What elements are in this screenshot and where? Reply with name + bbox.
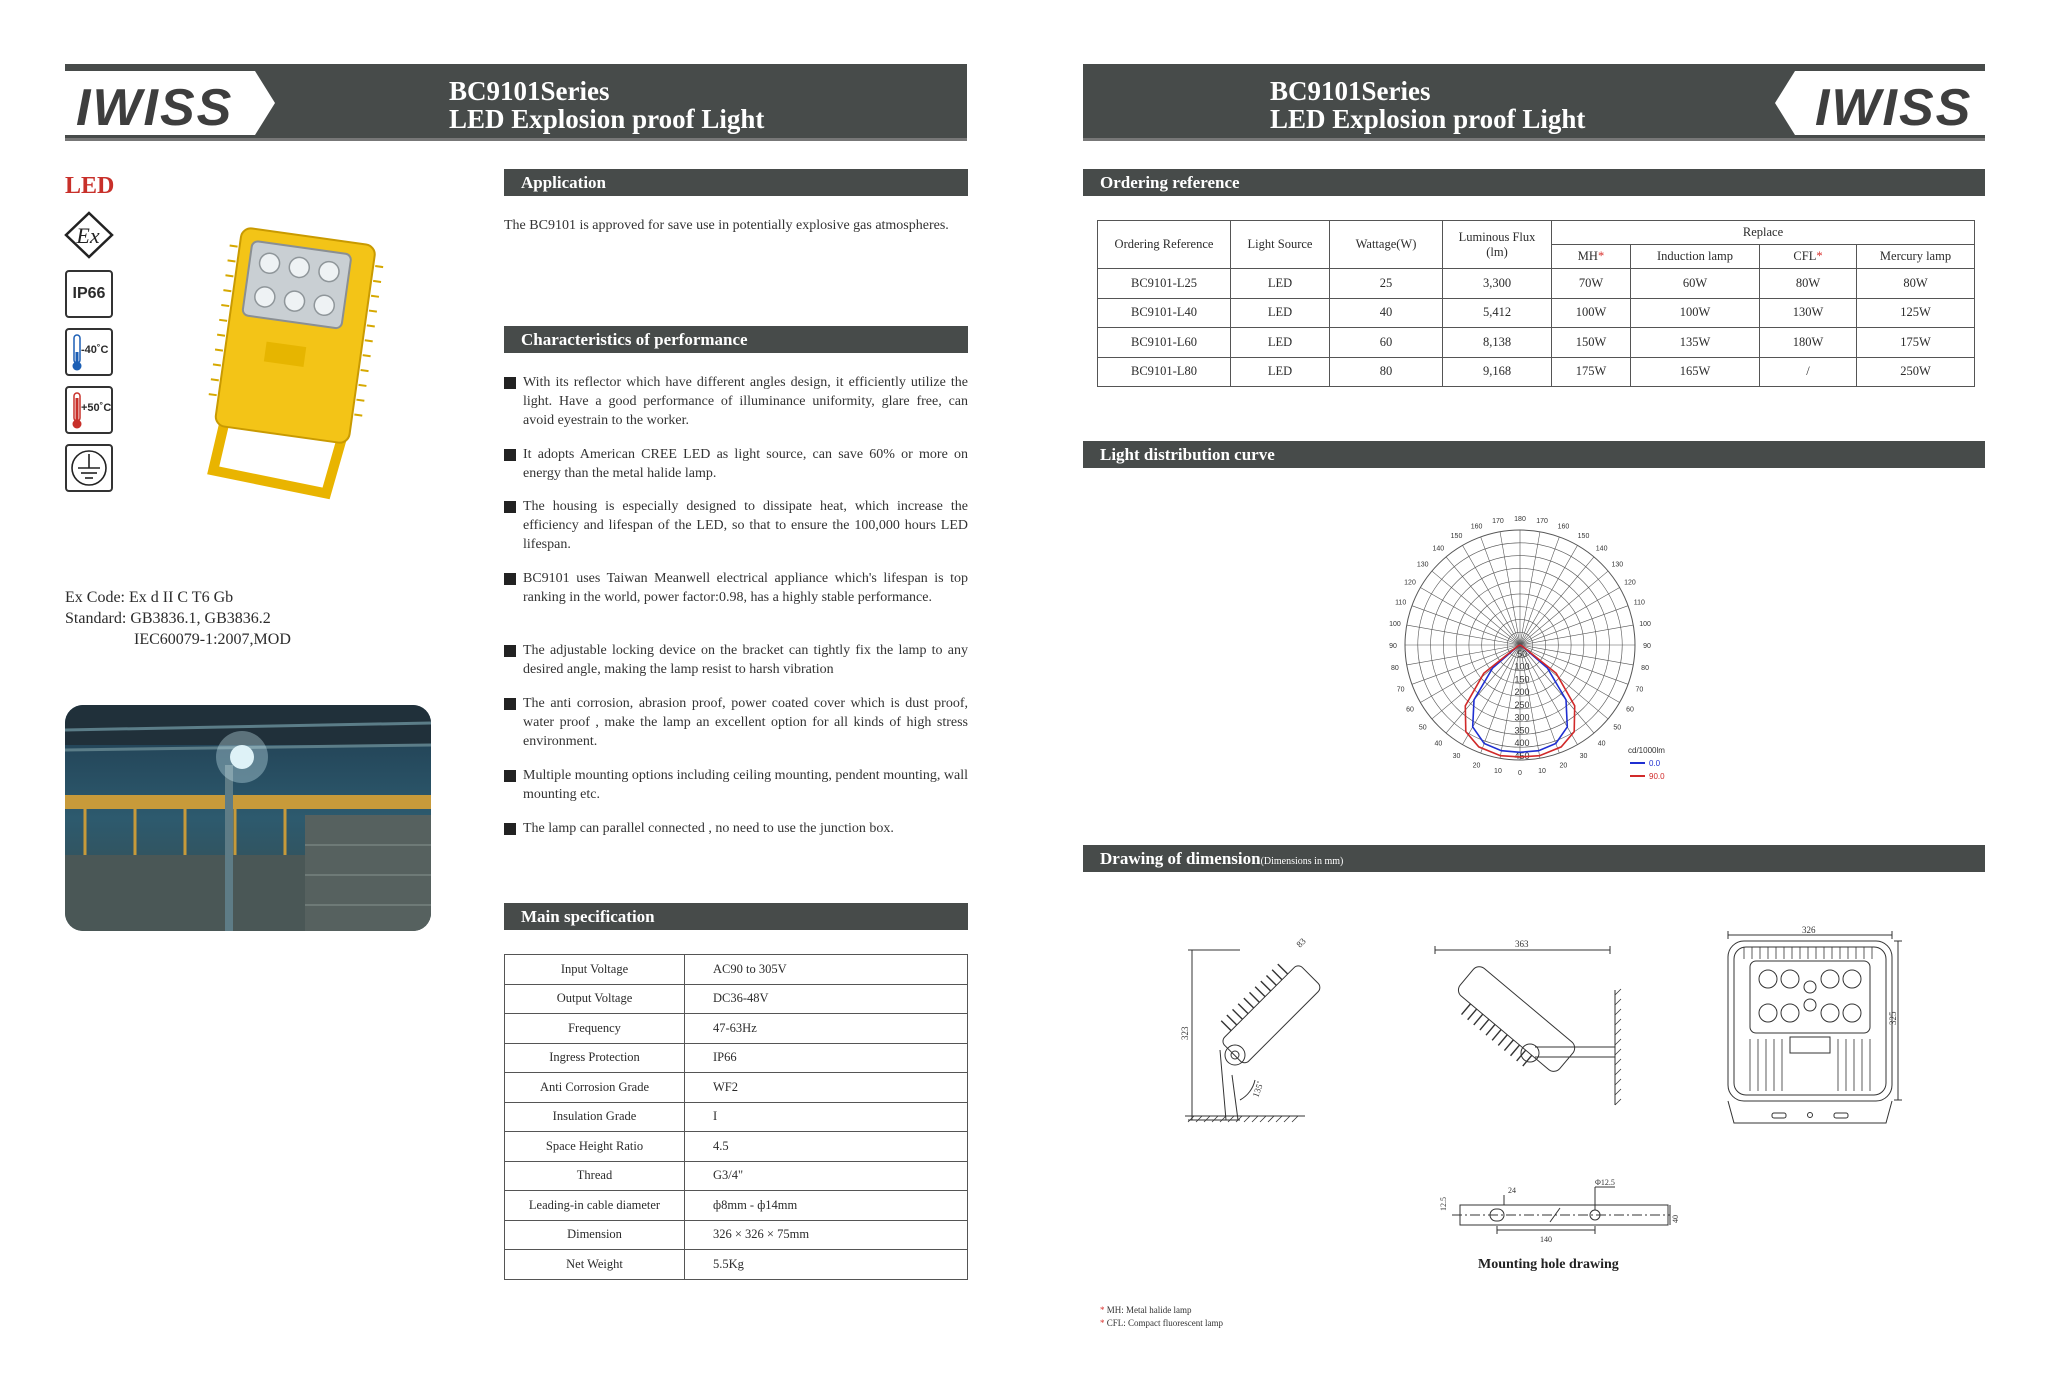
spec-row bbox=[505, 984, 968, 1014]
ordering-cell: 80W bbox=[1760, 269, 1857, 299]
polar-angle-label: 40 bbox=[1597, 740, 1606, 748]
spec-value: 47-63Hz bbox=[685, 1014, 968, 1044]
polar-angle-label: 120 bbox=[1404, 579, 1416, 587]
ordering-cell: LED bbox=[1231, 298, 1330, 328]
ordering-cell: 180W bbox=[1760, 328, 1857, 358]
ordering-cell: BC9101-L60 bbox=[1098, 328, 1231, 358]
spec-row bbox=[505, 1073, 968, 1103]
polar-angle-label: 40 bbox=[1434, 740, 1443, 748]
polar-angle-label: 180 bbox=[1514, 516, 1526, 523]
ordering-cell: LED bbox=[1231, 328, 1330, 358]
spec-value: WF2 bbox=[685, 1073, 968, 1103]
spec-key: Thread bbox=[505, 1161, 685, 1191]
polar-radial-label: 200 bbox=[1514, 687, 1530, 698]
standard-line-1: Standard: GB3836.1, GB3836.2 bbox=[65, 610, 271, 627]
light-distribution-chart bbox=[1370, 495, 1690, 795]
standard-line-2: IEC60079-1:2007,MOD bbox=[134, 631, 291, 648]
dim-40: 40 bbox=[1671, 1215, 1680, 1223]
polar-angle-label: 160 bbox=[1470, 523, 1483, 531]
ordering-cell: 70W bbox=[1552, 269, 1631, 299]
characteristic-item: Multiple mounting options including ceiling mounting, pendent mounting, wall mounting etc. bbox=[504, 766, 968, 804]
bullet-square-icon bbox=[504, 698, 516, 710]
characteristic-item: BC9101 uses Taiwan Meanwell electrical appliance which's lifespan is top ranking in the world, power factor:0.98, has a highly stable performance. bbox=[504, 569, 968, 607]
ordering-cell: 100W bbox=[1552, 298, 1631, 328]
right-product-title: LED Explosion proof Light bbox=[1270, 104, 1586, 134]
spec-row bbox=[505, 1102, 968, 1132]
application-heading: Application bbox=[504, 169, 968, 196]
spec-value: ф8mm - ф14mm bbox=[685, 1191, 968, 1221]
ex-code: Ex Code: Ex d II C T6 Gb bbox=[65, 589, 234, 606]
polar-angle-label: 140 bbox=[1432, 545, 1445, 553]
legend-c90-label: 90.0 bbox=[1649, 772, 1665, 781]
bullet-square-icon bbox=[504, 645, 516, 657]
polar-angle-label: 50 bbox=[1418, 724, 1427, 732]
spec-row bbox=[505, 1161, 968, 1191]
bullet-square-icon bbox=[504, 770, 516, 782]
ordering-cell: 25 bbox=[1330, 269, 1443, 299]
polar-angle-label: 20 bbox=[1472, 762, 1481, 770]
spec-key: Insulation Grade bbox=[505, 1102, 685, 1132]
ordering-cell: 250W bbox=[1857, 357, 1975, 387]
polar-unit-label: cd/1000lm bbox=[1628, 746, 1665, 755]
polar-angle-label: 90 bbox=[1643, 643, 1651, 650]
ordering-cell: 80W bbox=[1857, 269, 1975, 299]
col-mercury-lamp: Mercury lamp bbox=[1857, 245, 1975, 269]
spec-key: Frequency bbox=[505, 1014, 685, 1044]
ex-mark-icon bbox=[64, 211, 114, 259]
polar-angle-label: 150 bbox=[1450, 533, 1463, 541]
ip66-icon-label: IP66 bbox=[72, 285, 106, 302]
spec-row bbox=[505, 1014, 968, 1044]
polar-angle-label: 30 bbox=[1452, 752, 1461, 760]
svg-text:Ex: Ex bbox=[76, 223, 100, 248]
ordering-cell: 60 bbox=[1330, 328, 1443, 358]
ordering-row bbox=[1098, 298, 1975, 328]
spec-key: Leading-in cable diameter bbox=[505, 1191, 685, 1221]
col-induction-lamp: Induction lamp bbox=[1631, 245, 1760, 269]
ordering-cell: 40 bbox=[1330, 298, 1443, 328]
dim-326: 326 bbox=[1802, 925, 1816, 935]
ordering-cell: 60W bbox=[1631, 269, 1760, 299]
spec-row bbox=[505, 1191, 968, 1221]
polar-angle-label: 130 bbox=[1416, 561, 1429, 569]
bullet-square-icon bbox=[504, 573, 516, 585]
polar-angle-label: 70 bbox=[1396, 686, 1405, 694]
col-replace: Replace bbox=[1552, 221, 1975, 245]
bullet-square-icon bbox=[504, 449, 516, 461]
spec-key: Output Voltage bbox=[505, 984, 685, 1014]
polar-angle-label: 60 bbox=[1406, 706, 1414, 714]
high-temperature-label: +50˚C bbox=[81, 402, 112, 414]
side-dimension-drawing bbox=[1180, 930, 1320, 1125]
characteristic-item: The housing is especially designed to dissipate heat, which increase the efficiency and lifespan of the LED, so that to ensure the 100,000 hours LED lifespan. bbox=[504, 497, 968, 554]
spec-value: 5.5Kg bbox=[685, 1250, 968, 1280]
polar-angle-label: 100 bbox=[1389, 620, 1401, 628]
characteristic-item: It adopts American CREE LED as light source, can save 60% or more on energy than the metal halide lamp. bbox=[504, 445, 968, 483]
col-light-source: Light Source bbox=[1231, 221, 1330, 269]
polar-angle-label: 120 bbox=[1624, 579, 1636, 587]
spec-key: Dimension bbox=[505, 1220, 685, 1250]
spec-value: 326 × 326 × 75mm bbox=[685, 1220, 968, 1250]
polar-radial-label: 450 bbox=[1514, 751, 1530, 761]
ordering-cell: / bbox=[1760, 357, 1857, 387]
polar-angle-label: 170 bbox=[1492, 517, 1504, 525]
dimension-unit-note: (Dimensions in mm) bbox=[1260, 856, 1344, 867]
polar-angle-label: 70 bbox=[1635, 686, 1644, 694]
col-cfl-label: CFL bbox=[1793, 249, 1817, 263]
ordering-cell: BC9101-L25 bbox=[1098, 269, 1231, 299]
dim-135-angle: 135˚ bbox=[1250, 1079, 1266, 1099]
footnote-star: * bbox=[1597, 249, 1605, 263]
spec-value: I bbox=[685, 1102, 968, 1132]
ordering-cell: BC9101-L80 bbox=[1098, 357, 1231, 387]
ordering-cell: 125W bbox=[1857, 298, 1975, 328]
mounting-hole-caption: Mounting hole drawing bbox=[1478, 1257, 1619, 1272]
footnote-cfl-text: CFL: Compact fluorescent lamp bbox=[1106, 1318, 1223, 1328]
polar-angle-label: 30 bbox=[1579, 752, 1588, 760]
ordering-row bbox=[1098, 269, 1975, 299]
polar-radial-label: 400 bbox=[1514, 738, 1530, 749]
ordering-cell: BC9101-L40 bbox=[1098, 298, 1231, 328]
led-label: LED bbox=[65, 173, 115, 199]
spec-value: IP66 bbox=[685, 1043, 968, 1073]
spec-key: Net Weight bbox=[505, 1250, 685, 1280]
spec-value: DC36-48V bbox=[685, 984, 968, 1014]
left-product-title: LED Explosion proof Light bbox=[449, 104, 765, 134]
right-brand-logo: IWISS bbox=[1815, 79, 1973, 137]
footnote-star: * bbox=[1100, 1318, 1105, 1328]
polar-radial-label: 300 bbox=[1514, 712, 1530, 723]
left-header-bottomline bbox=[65, 138, 967, 141]
polar-angle-label: 110 bbox=[1395, 599, 1407, 607]
right-header-bottomline bbox=[1083, 138, 1985, 141]
bullet-square-icon bbox=[504, 501, 516, 513]
polar-angle-label: 100 bbox=[1639, 620, 1651, 628]
ordering-cell: 80 bbox=[1330, 357, 1443, 387]
spec-value: G3/4" bbox=[685, 1161, 968, 1191]
dimension-heading bbox=[1083, 845, 1985, 872]
polar-radial-label: 350 bbox=[1514, 725, 1530, 736]
col-ordering-reference: Ordering Reference bbox=[1098, 221, 1231, 269]
characteristic-item: The adjustable locking device on the bracket can tightly fix the lamp to any desired angle, making the lamp resist to harsh vibration bbox=[504, 641, 968, 679]
spec-row bbox=[505, 955, 968, 985]
product-lamp-image bbox=[205, 225, 375, 495]
dim-24: 24 bbox=[1508, 1186, 1516, 1195]
polar-angle-label: 60 bbox=[1626, 706, 1634, 714]
ordering-cell: 5,412 bbox=[1443, 298, 1552, 328]
main-spec-table bbox=[504, 954, 968, 1280]
dim-83: 83 bbox=[1294, 935, 1308, 950]
polar-angle-label: 10 bbox=[1538, 768, 1546, 776]
polar-angle-label: 0 bbox=[1518, 770, 1522, 777]
wall-dimension-drawing bbox=[1425, 935, 1625, 1105]
col-luminous-flux bbox=[1443, 221, 1552, 269]
ordering-cell: LED bbox=[1231, 357, 1330, 387]
spec-value: AC90 to 305V bbox=[685, 955, 968, 985]
footnote-star: * bbox=[1816, 249, 1823, 263]
footnote-cfl bbox=[1100, 1318, 1223, 1328]
polar-angle-label: 160 bbox=[1557, 523, 1570, 531]
dim-363: 363 bbox=[1515, 939, 1529, 949]
high-temperature-icon bbox=[65, 386, 113, 434]
dim-12-5: 12.5 bbox=[1439, 1197, 1448, 1211]
front-dimension-drawing bbox=[1720, 925, 1905, 1135]
low-temperature-label: -40˚C bbox=[81, 344, 109, 356]
ordering-table bbox=[1097, 220, 1975, 387]
spec-row bbox=[505, 1250, 968, 1280]
ground-icon bbox=[65, 444, 113, 492]
spec-row bbox=[505, 1220, 968, 1250]
dim-325: 325 bbox=[1888, 1011, 1898, 1025]
polar-angle-label: 150 bbox=[1577, 533, 1590, 541]
characteristic-item: The lamp can parallel connected , no need to use the junction box. bbox=[504, 819, 968, 838]
installation-photo bbox=[65, 705, 431, 931]
polar-angle-label: 130 bbox=[1611, 561, 1624, 569]
legend-c0-label: 0.0 bbox=[1649, 759, 1661, 768]
characteristic-item: With its reflector which have different angles design, it efficiently utilize the light. Have a good performance of illuminance uniformity, glare free, can avoid eyestrain to the worker. bbox=[504, 373, 968, 430]
polar-angle-label: 20 bbox=[1559, 762, 1568, 770]
footnote-star: * bbox=[1100, 1305, 1105, 1315]
ordering-cell: 135W bbox=[1631, 328, 1760, 358]
polar-angle-label: 110 bbox=[1633, 599, 1645, 607]
spec-key: Anti Corrosion Grade bbox=[505, 1073, 685, 1103]
polar-angle-label: 170 bbox=[1536, 517, 1548, 525]
col-luminous-flux-label: Luminous Flux bbox=[1458, 229, 1536, 244]
left-series-title: BC9101Series bbox=[449, 76, 610, 106]
polar-angle-label: 140 bbox=[1595, 545, 1608, 553]
polar-radial-label: 250 bbox=[1514, 699, 1530, 710]
dim-140: 140 bbox=[1540, 1235, 1552, 1244]
bullet-square-icon bbox=[504, 377, 516, 389]
spec-row bbox=[505, 1043, 968, 1073]
distribution-heading: Light distribution curve bbox=[1083, 441, 1985, 468]
application-text: The BC9101 is approved for save use in potentially explosive gas atmospheres. bbox=[504, 218, 949, 233]
dimension-title: Drawing of dimension bbox=[1100, 849, 1261, 868]
low-temperature-icon bbox=[65, 328, 113, 376]
spec-key: Input Voltage bbox=[505, 955, 685, 985]
characteristic-item: The anti corrosion, abrasion proof, power coated cover which is dust proof, water proof , make the lamp an excellent option for all kinds of high stress environment. bbox=[504, 694, 968, 751]
polar-radial-label: 50 bbox=[1516, 648, 1528, 659]
characteristics-heading: Characteristics of performance bbox=[504, 326, 968, 353]
ordering-cell: LED bbox=[1231, 269, 1330, 299]
bullet-square-icon bbox=[504, 823, 516, 835]
ordering-cell: 175W bbox=[1552, 357, 1631, 387]
col-mh-label: MH bbox=[1577, 249, 1598, 263]
dim-phi-12-5: Φ12.5 bbox=[1595, 1178, 1615, 1187]
spec-key: Ingress Protection bbox=[505, 1043, 685, 1073]
col-wattage: Wattage(W) bbox=[1330, 221, 1443, 269]
ordering-heading: Ordering reference bbox=[1083, 169, 1985, 196]
ordering-cell: 8,138 bbox=[1443, 328, 1552, 358]
col-cfl bbox=[1760, 245, 1857, 269]
polar-radial-label: 100 bbox=[1514, 661, 1530, 672]
left-brand-logo: IWISS bbox=[76, 79, 234, 137]
ordering-cell: 175W bbox=[1857, 328, 1975, 358]
ground-symbol-icon bbox=[69, 448, 109, 488]
ordering-cell: 100W bbox=[1631, 298, 1760, 328]
ip66-icon bbox=[65, 270, 113, 318]
dim-323: 323 bbox=[1180, 1026, 1190, 1040]
ordering-row bbox=[1098, 357, 1975, 387]
col-luminous-flux-unit: (lm) bbox=[1486, 244, 1508, 259]
mounting-hole-drawing bbox=[1440, 1175, 1680, 1245]
ordering-cell: 150W bbox=[1552, 328, 1631, 358]
polar-angle-label: 80 bbox=[1391, 665, 1399, 673]
ordering-cell: 130W bbox=[1760, 298, 1857, 328]
ordering-cell: 3,300 bbox=[1443, 269, 1552, 299]
ordering-cell: 165W bbox=[1631, 357, 1760, 387]
ordering-row bbox=[1098, 328, 1975, 358]
polar-angle-label: 50 bbox=[1613, 724, 1622, 732]
spec-row bbox=[505, 1132, 968, 1162]
main-spec-heading: Main specification bbox=[504, 903, 968, 930]
polar-radial-label: 150 bbox=[1514, 674, 1530, 685]
polar-angle-label: 10 bbox=[1494, 768, 1502, 776]
footnote-mh bbox=[1100, 1305, 1191, 1315]
footnote-mh-text: MH: Metal halide lamp bbox=[1106, 1305, 1192, 1315]
ordering-cell: 9,168 bbox=[1443, 357, 1552, 387]
spec-value: 4.5 bbox=[685, 1132, 968, 1162]
spec-key: Space Height Ratio bbox=[505, 1132, 685, 1162]
col-mh bbox=[1552, 245, 1631, 269]
polar-angle-label: 90 bbox=[1389, 643, 1397, 650]
polar-angle-label: 80 bbox=[1641, 665, 1649, 673]
right-series-title: BC9101Series bbox=[1270, 76, 1431, 106]
